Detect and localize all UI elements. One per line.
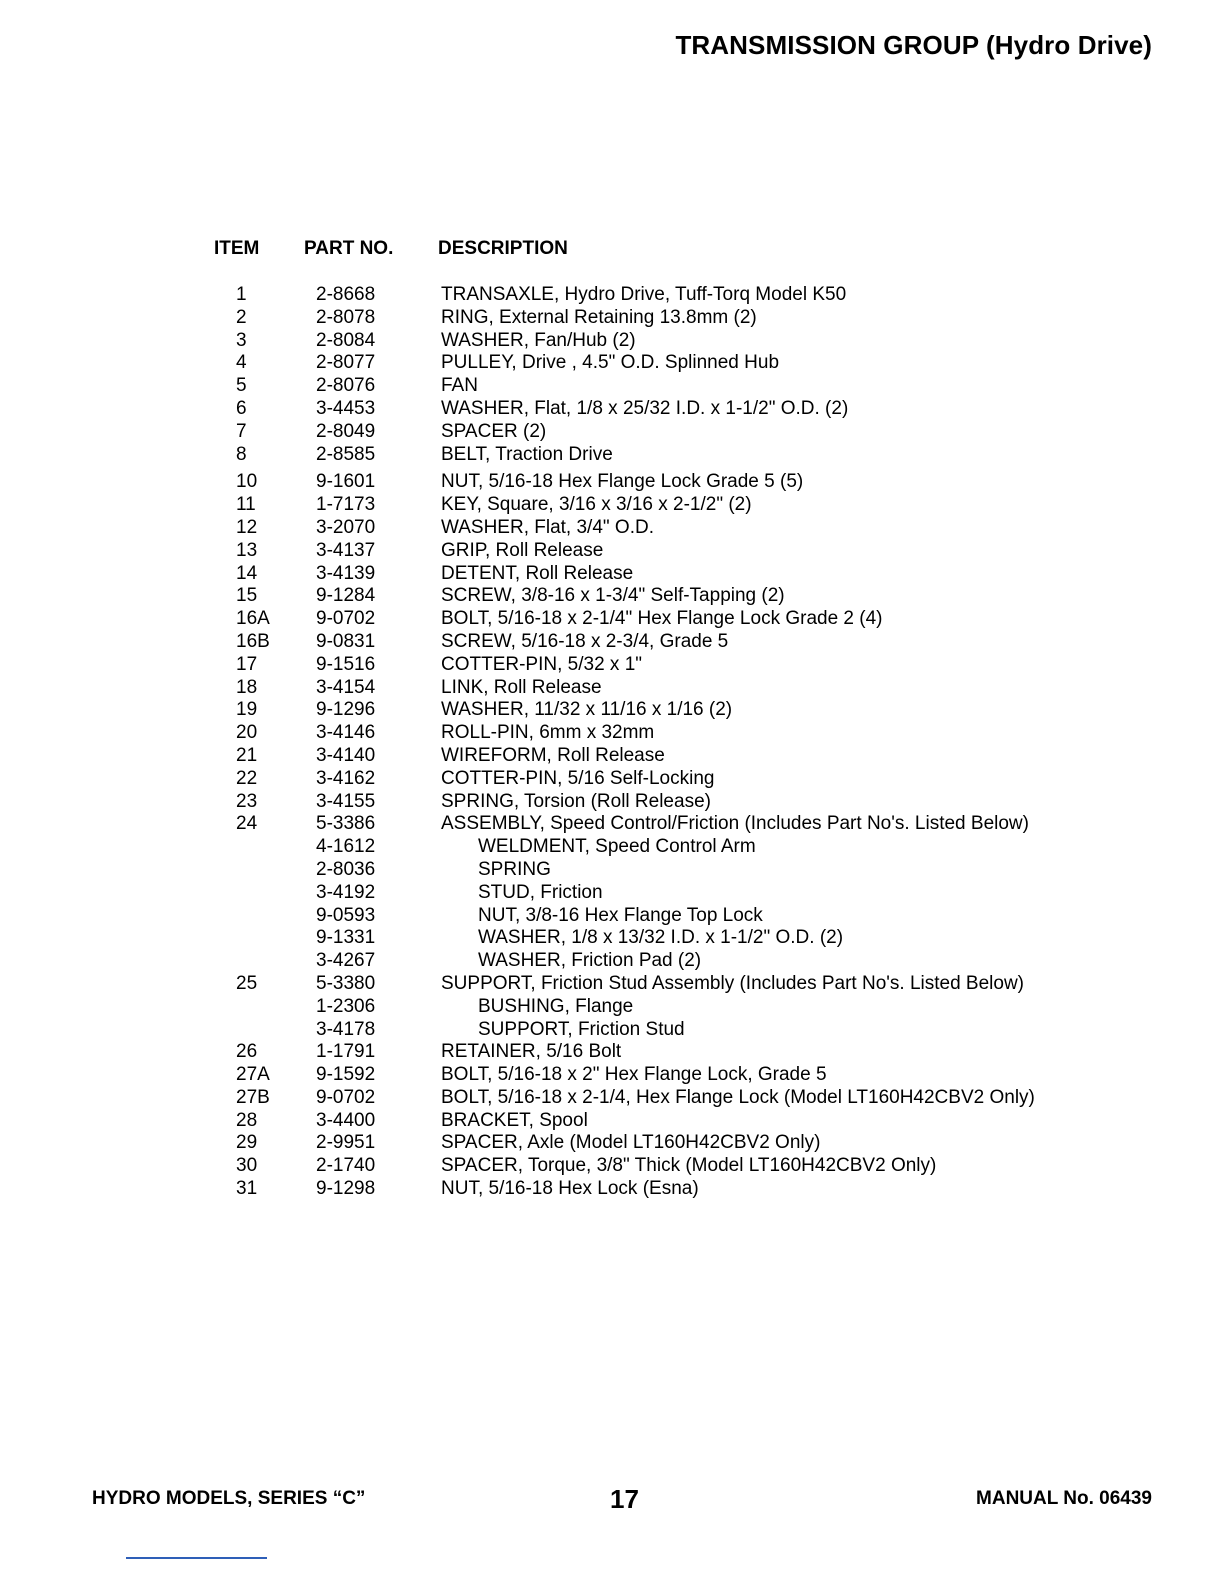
part-number: 9-1298 <box>316 1178 376 1200</box>
table-row <box>0 1155 1224 1178</box>
column-headers <box>0 238 1224 264</box>
part-description: NUT, 3/8-16 Hex Flange Top Lock <box>478 904 763 926</box>
part-number: 5-3386 <box>316 813 376 835</box>
part-number: 3-4178 <box>316 1018 376 1040</box>
item-number: 13 <box>236 539 258 561</box>
part-number: 5-3380 <box>316 972 376 994</box>
item-number: 16B <box>236 630 270 652</box>
item-number: 16A <box>236 608 270 630</box>
item-number: 31 <box>236 1178 258 1200</box>
item-number: 18 <box>236 676 258 698</box>
part-description: LINK, Roll Release <box>441 676 602 698</box>
item-number: 19 <box>236 699 258 721</box>
sub-part-row <box>0 950 1224 973</box>
table-row <box>0 585 1224 608</box>
part-number: 2-8036 <box>316 858 376 880</box>
table-row <box>0 494 1224 517</box>
part-number: 9-1296 <box>316 699 376 721</box>
item-number: 11 <box>236 494 256 516</box>
header-part-no: PART NO. <box>304 238 394 259</box>
part-description: GRIP, Roll Release <box>441 539 604 561</box>
part-description: FAN <box>441 375 478 397</box>
part-number: 9-0702 <box>316 1086 376 1108</box>
item-number: 8 <box>236 443 247 465</box>
part-description: WASHER, Fan/Hub (2) <box>441 329 636 351</box>
table-row <box>0 745 1224 768</box>
part-number: 2-8078 <box>316 306 376 328</box>
part-number: 1-1791 <box>316 1041 376 1063</box>
table-row <box>0 1041 1224 1064</box>
part-number: 2-8668 <box>316 284 376 305</box>
table-row <box>0 699 1224 722</box>
table-row <box>0 471 1224 494</box>
item-number: 26 <box>236 1041 258 1063</box>
header-item: ITEM <box>214 238 260 259</box>
page-footer <box>0 1484 1224 1514</box>
sub-part-row <box>0 905 1224 928</box>
part-number: 2-1740 <box>316 1155 376 1177</box>
part-number: 2-8084 <box>316 329 376 351</box>
table-row <box>0 791 1224 814</box>
part-number: 9-0831 <box>316 630 376 652</box>
part-description: BELT, Traction Drive <box>441 443 613 465</box>
part-number: 3-4155 <box>316 790 376 812</box>
table-row <box>0 813 1224 836</box>
item-number: 21 <box>236 744 258 766</box>
table-row <box>0 722 1224 745</box>
item-number: 20 <box>236 722 258 744</box>
sub-part-row <box>0 1019 1224 1042</box>
table-row <box>0 608 1224 631</box>
part-description: SPACER, Torque, 3/8" Thick (Model LT160H42CBV2 Only) <box>441 1155 937 1177</box>
item-number: 22 <box>236 767 258 789</box>
item-number: 23 <box>236 790 258 812</box>
part-description: RING, External Retaining 13.8mm (2) <box>441 306 757 328</box>
part-number: 3-4453 <box>316 397 376 419</box>
part-number: 2-9951 <box>316 1132 376 1154</box>
part-number: 9-1331 <box>316 927 376 949</box>
part-number: 4-1612 <box>316 836 376 858</box>
part-description: COTTER-PIN, 5/16 Self-Locking <box>441 767 715 789</box>
item-number: 4 <box>236 352 247 374</box>
table-row <box>0 444 1224 467</box>
table-row <box>0 540 1224 563</box>
item-number: 17 <box>236 653 258 675</box>
part-description: STUD, Friction <box>478 881 603 903</box>
part-number: 2-8077 <box>316 352 376 374</box>
part-description: SPRING, Torsion (Roll Release) <box>441 790 711 812</box>
item-number: 29 <box>236 1132 258 1154</box>
table-row <box>0 375 1224 398</box>
item-number: 10 <box>236 471 258 493</box>
footer-series: HYDRO MODELS, SERIES “C” <box>92 1488 366 1509</box>
part-description: WASHER, Flat, 3/4" O.D. <box>441 516 654 538</box>
part-number: 9-1601 <box>316 471 376 493</box>
part-description: WASHER, 1/8 x 13/32 I.D. x 1-1/2" O.D. (2) <box>478 927 844 949</box>
item-number: 3 <box>236 329 247 351</box>
part-number: 3-4162 <box>316 767 376 789</box>
item-number: 5 <box>236 375 247 397</box>
part-number: 9-0702 <box>316 608 376 630</box>
page-number: 17 <box>610 1484 639 1514</box>
table-row <box>0 973 1224 996</box>
part-description: WIREFORM, Roll Release <box>441 744 665 766</box>
part-description: SUPPORT, Friction Stud Assembly (Includes Part No's. Listed Below) <box>441 972 1024 994</box>
part-number: 3-4139 <box>316 562 376 584</box>
part-description: BUSHING, Flange <box>478 995 634 1017</box>
part-number: 1-2306 <box>316 995 376 1017</box>
item-number: 12 <box>236 516 258 538</box>
table-row <box>0 1110 1224 1133</box>
part-description: ASSEMBLY, Speed Control/Friction (Includes Part No's. Listed Below) <box>441 813 1029 835</box>
part-description: SCREW, 3/8-16 x 1-3/4" Self-Tapping (2) <box>441 585 785 607</box>
parts-table <box>0 284 1224 1201</box>
item-number: 6 <box>236 397 247 419</box>
part-number: 2-8049 <box>316 420 376 442</box>
bottom-rule <box>126 1557 267 1559</box>
item-number: 14 <box>236 562 258 584</box>
table-row <box>0 1087 1224 1110</box>
table-row <box>0 421 1224 444</box>
table-row <box>0 1178 1224 1201</box>
part-number: 3-4267 <box>316 950 376 972</box>
part-description: SPRING <box>478 858 551 880</box>
part-description: NUT, 5/16-18 Hex Flange Lock Grade 5 (5) <box>441 471 804 493</box>
table-row <box>0 768 1224 791</box>
part-description: TRANSAXLE, Hydro Drive, Tuff-Torq Model K50 <box>441 284 847 305</box>
item-number: 7 <box>236 420 247 442</box>
item-number: 27B <box>236 1086 270 1108</box>
part-number: 3-4137 <box>316 539 376 561</box>
part-number: 3-2070 <box>316 516 376 538</box>
table-row <box>0 631 1224 654</box>
sub-part-row <box>0 996 1224 1019</box>
table-row <box>0 284 1224 307</box>
header-description: DESCRIPTION <box>438 238 568 259</box>
part-number: 9-1516 <box>316 653 376 675</box>
part-number: 9-1592 <box>316 1064 376 1086</box>
item-number: 28 <box>236 1109 258 1131</box>
table-row <box>0 677 1224 700</box>
table-row <box>0 330 1224 353</box>
part-description: BOLT, 5/16-18 x 2-1/4" Hex Flange Lock Grade 2 (4) <box>441 608 883 630</box>
item-number: 27A <box>236 1064 270 1086</box>
table-row <box>0 352 1224 375</box>
part-number: 2-8076 <box>316 375 376 397</box>
part-description: KEY, Square, 3/16 x 3/16 x 2-1/2" (2) <box>441 494 752 516</box>
table-row <box>0 517 1224 540</box>
part-description: WASHER, Friction Pad (2) <box>478 950 702 972</box>
part-description: WELDMENT, Speed Control Arm <box>478 836 756 858</box>
part-description: RETAINER, 5/16 Bolt <box>441 1041 622 1063</box>
part-number: 2-8585 <box>316 443 376 465</box>
sub-part-row <box>0 836 1224 859</box>
part-description: SPACER, Axle (Model LT160H42CBV2 Only) <box>441 1132 821 1154</box>
part-number: 9-0593 <box>316 904 376 926</box>
table-row <box>0 1132 1224 1155</box>
part-description: COTTER-PIN, 5/32 x 1" <box>441 653 643 675</box>
item-number: 25 <box>236 972 258 994</box>
item-number: 15 <box>236 585 258 607</box>
part-description: BOLT, 5/16-18 x 2" Hex Flange Lock, Grade 5 <box>441 1064 827 1086</box>
part-number: 3-4154 <box>316 676 376 698</box>
table-row <box>0 398 1224 421</box>
sub-part-row <box>0 859 1224 882</box>
item-number: 2 <box>236 306 247 328</box>
sub-part-row <box>0 927 1224 950</box>
part-number: 9-1284 <box>316 585 376 607</box>
part-description: BRACKET, Spool <box>441 1109 588 1131</box>
table-row <box>0 654 1224 677</box>
item-number: 30 <box>236 1155 258 1177</box>
part-description: ROLL-PIN, 6mm x 32mm <box>441 722 655 744</box>
part-description: WASHER, 11/32 x 11/16 x 1/16 (2) <box>441 699 733 721</box>
part-number: 3-4140 <box>316 744 376 766</box>
item-number: 24 <box>236 813 258 835</box>
table-row <box>0 563 1224 586</box>
table-row <box>0 1064 1224 1087</box>
part-description: SPACER (2) <box>441 420 547 442</box>
part-number: 3-4192 <box>316 881 376 903</box>
part-description: SCREW, 5/16-18 x 2-3/4, Grade 5 <box>441 630 729 652</box>
part-number: 3-4400 <box>316 1109 376 1131</box>
part-description: SUPPORT, Friction Stud <box>478 1018 685 1040</box>
part-description: WASHER, Flat, 1/8 x 25/32 I.D. x 1-1/2" O.D. (2) <box>441 397 849 419</box>
part-description: BOLT, 5/16-18 x 2-1/4, Hex Flange Lock (Model LT160H42CBV2 Only) <box>441 1086 1035 1108</box>
table-row <box>0 307 1224 330</box>
part-number: 1-7173 <box>316 494 376 516</box>
part-description: DETENT, Roll Release <box>441 562 634 584</box>
part-number: 3-4146 <box>316 722 376 744</box>
sub-part-row <box>0 882 1224 905</box>
page-title: TRANSMISSION GROUP (Hydro Drive) <box>675 30 1152 60</box>
item-number: 1 <box>236 284 247 305</box>
part-description: PULLEY, Drive , 4.5" O.D. Splinned Hub <box>441 352 780 374</box>
manual-number: MANUAL No. 06439 <box>976 1488 1152 1509</box>
part-description: NUT, 5/16-18 Hex Lock (Esna) <box>441 1178 699 1200</box>
